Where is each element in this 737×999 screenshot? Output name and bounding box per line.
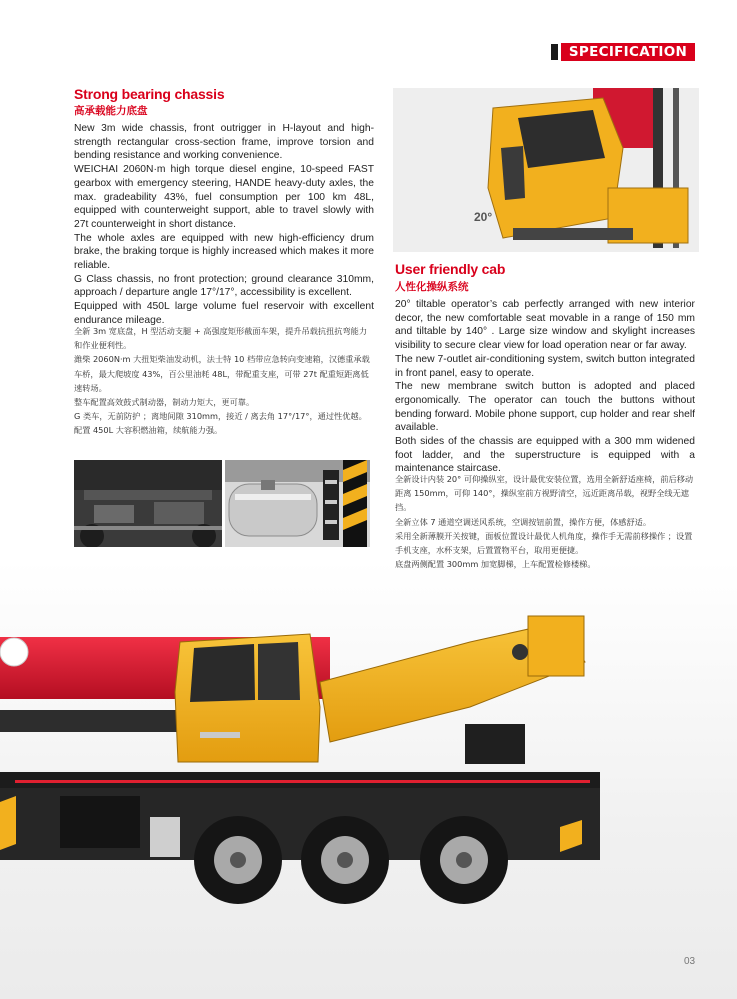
fuel-tank-photo (225, 460, 370, 547)
spec-bar-accent (551, 44, 558, 60)
chassis-paragraph-cn: 潍柴 2060N·m 大扭矩柴油发动机，法士特 10 档带应急转向变速箱，汉德重承载车桥，最大爬坡度 43%，百公里油耗 48L，带配重支座，可带 27t 配重短距离低速转场。 (74, 354, 370, 393)
chassis-paragraph-en: Equipped with 450L large volume fuel reservoir with excellent endurance mileage. (74, 301, 374, 326)
cab-paragraph-cn: 底盘两侧配置 300mm 加宽脚梯，上车配置检修楼梯。 (395, 559, 596, 570)
cab-paragraph-cn: 全新设计内装 20° 可仰操纵室，设计最优安装位置，选用全新舒适座椅，前后移动距离 150mm，可仰 140°，操纵室前方视野清空，远近距离吊载，视野全线无遮挡。 (395, 474, 694, 513)
cab-paragraph-cn: 采用全新薄膜开关按键，面板位置设计最优人机角度，操作手无需前移操作 ；设置手机支座，水杯支架，后置置物平台，取用更便捷。 (395, 530, 693, 556)
chassis-paragraph-en: The whole axles are equipped with new high-efficiency drum brake, the braking torque is highly increased which makes it more reliable. (74, 232, 374, 272)
chassis-paragraph-cn: 整车配置高效鼓式制动器，制动力矩大，更可靠。 (74, 397, 255, 408)
cab-paragraph-en: The new membrane switch button is adopted and placed ergonomically. The operator can touch the buttons without bending forward. Mobile phone support, cup holder and rear shelf available. (395, 381, 695, 434)
chassis-title-en: Strong bearing chassis (74, 86, 225, 102)
chassis-paragraph-cn: 全新 3m 宽底盘，H 型活动支腿 + 高强度矩形截面车架，提升吊载抗扭抗弯能力和作业便利性。 (74, 326, 368, 351)
cab-paragraph-en: The new 7-outlet air-conditioning system, switch button integrated in front panel, easy to operate. (395, 353, 695, 379)
crane-truck-image (0, 612, 620, 922)
chassis-paragraph-en: New 3m wide chassis, front outrigger in H-layout and high-strength rectangular cross-section frame, improve torsion and bending resistance and working convenience. (74, 123, 374, 162)
cab-paragraph-cn: 全新立体 7 通道空调送风系统，空调按钮前置，操作方便，体感舒适。 (395, 516, 652, 527)
chassis-paragraph-en: G Class chassis, no front protection; ground clearance 310mm, approach / departure angle 17°/17°, accessibility is excellent. (74, 273, 374, 299)
chassis-paragraph-cn: 配置 450L 大容积燃油箱，续航能力强。 (74, 425, 223, 436)
chassis-body-en (74, 122, 374, 328)
cab-paragraph-en: Both sides of the chassis are equipped with a 300 mm widened foot ladder, and the superstructure is equipped with a maintenance staircase. (395, 436, 695, 475)
chassis-paragraph-en: WEICHAI 2060N·m high torque diesel engine, 10-speed FAST gearbox with emergency steering, HANDE heavy-duty axles, the max. gradeability 43%, fuel consumption per 100 km 48L, equipped with counterweight support, able to travel slowly with 27t counterweight in short distance. (74, 164, 374, 230)
tilted-cab-photo (393, 88, 699, 252)
cab-body-en (395, 298, 695, 476)
cab-body-cn (395, 472, 695, 571)
chassis-paragraph-cn: G 类车，无前防护 ；离地间隙 310mm，接近 / 离去角 17°/17°，通过性优越。 (74, 411, 367, 422)
chassis-underside-photo (74, 460, 222, 547)
cab-title-en: User friendly cab (395, 261, 506, 277)
page-number: 03 (684, 956, 696, 967)
spec-label: SPECIFICATION (561, 43, 695, 61)
chassis-body-cn (74, 324, 374, 438)
chassis-title-cn: 高承载能力底盘 (74, 105, 148, 117)
cab-title-cn: 人性化操纵系统 (395, 281, 469, 293)
tilt-angle-label: 20° (474, 210, 493, 224)
cab-paragraph-en: 20° tiltable operator’s cab perfectly arranged with new interior decor, the new comfortable seat movable in a range of 150 mm and tiltable by 140° . Large size window and skylight increases visibility to secure clear view for load operation near or far away. (395, 299, 695, 352)
